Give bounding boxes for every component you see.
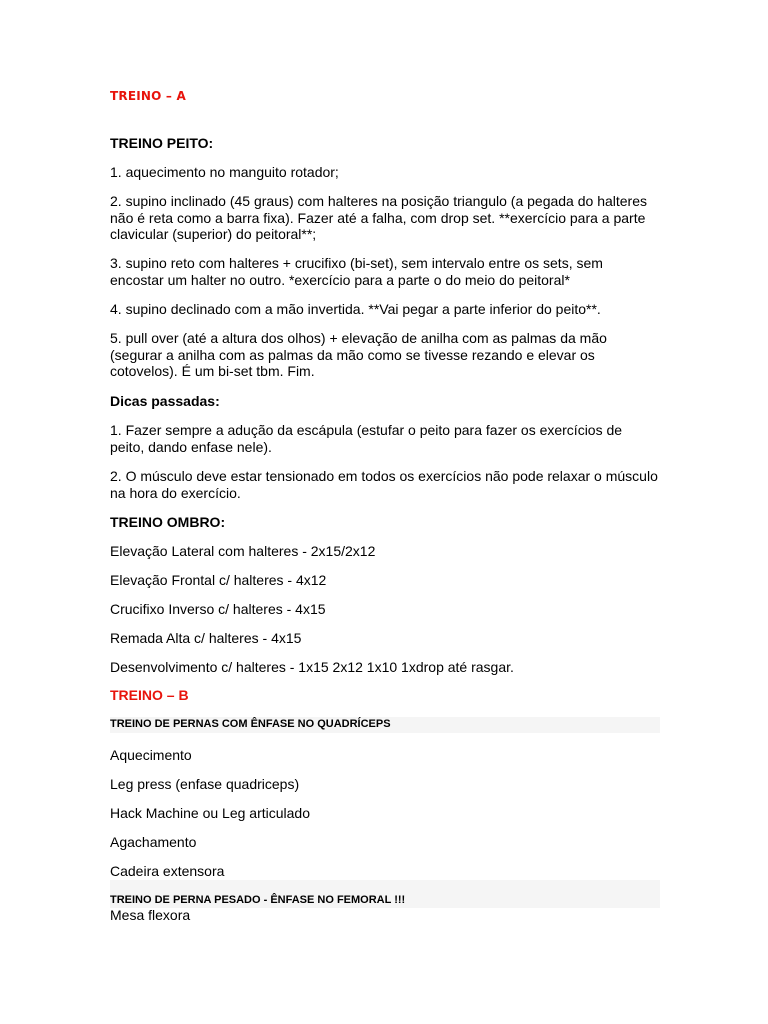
femoral-section-banner bbox=[110, 880, 660, 908]
quadriceps-section-banner bbox=[110, 717, 660, 733]
treino-peito-heading: TREINO PEITO: bbox=[110, 135, 214, 151]
quadriceps-item-1: Aquecimento bbox=[110, 747, 192, 763]
femoral-item-1: Mesa flexora bbox=[110, 907, 191, 923]
dicas-item-2: 2. O músculo deve estar tensionado em todos os exercícios não pode relaxar o músculo na hora do exercício. bbox=[110, 468, 658, 501]
femoral-heading: TREINO DE PERNA PESADO - ÊNFASE NO FEMORAL !!! bbox=[110, 894, 406, 906]
dicas-item-1: 1. Fazer sempre a adução da escápula (estufar o peito para fazer os exercícios de peito, dando enfase nele). bbox=[110, 422, 623, 455]
ombro-item-4: Remada Alta c/ halteres - 4x15 bbox=[110, 630, 302, 646]
ombro-item-5: Desenvolvimento c/ halteres - 1x15 2x12 1x10 1xdrop até rasgar. bbox=[110, 659, 514, 675]
quadriceps-item-2: Leg press (enfase quadriceps) bbox=[110, 776, 300, 792]
peito-item-1: 1. aquecimento no manguito rotador; bbox=[110, 164, 339, 180]
treino-b-title: TREINO – B bbox=[110, 687, 189, 703]
dicas-heading: Dicas passadas: bbox=[110, 393, 220, 409]
quadriceps-item-5: Cadeira extensora bbox=[110, 863, 225, 879]
peito-item-5: 5. pull over (até a altura dos olhos) + elevação de anilha com as palmas da mão (segurar a anilha com as palmas da mão como se tivesse rezando e elevar os cotovelos). É um bi-set tbm. Fim. bbox=[110, 330, 607, 379]
quadriceps-heading: TREINO DE PERNAS COM ÊNFASE NO QUADRÍCEPS bbox=[110, 718, 391, 730]
ombro-item-2: Elevação Frontal c/ halteres - 4x12 bbox=[110, 572, 327, 588]
ombro-item-1: Elevação Lateral com halteres - 2x15/2x12 bbox=[110, 543, 376, 559]
treino-a-title: TREINO – A bbox=[110, 89, 186, 103]
quadriceps-item-4: Agachamento bbox=[110, 834, 197, 850]
ombro-item-3: Crucifixo Inverso c/ halteres - 4x15 bbox=[110, 601, 326, 617]
peito-item-4: 4. supino declinado com a mão invertida. **Vai pegar a parte inferior do peito**. bbox=[110, 301, 601, 317]
peito-item-3: 3. supino reto com halteres + crucifixo (bi-set), sem intervalo entre os sets, sem encostar um halter no outro. *exercício para a parte o do meio do peitoral* bbox=[110, 255, 603, 288]
quadriceps-item-3: Hack Machine ou Leg articulado bbox=[110, 805, 311, 821]
peito-item-2: 2. supino inclinado (45 graus) com halteres na posição triangulo (a pegada do halteres não é reta como a barra fixa). Fazer até a falha, com drop set. **exercício para a parte clavicular (superior) do peitoral**; bbox=[110, 193, 648, 242]
treino-ombro-heading: TREINO OMBRO: bbox=[110, 514, 226, 530]
